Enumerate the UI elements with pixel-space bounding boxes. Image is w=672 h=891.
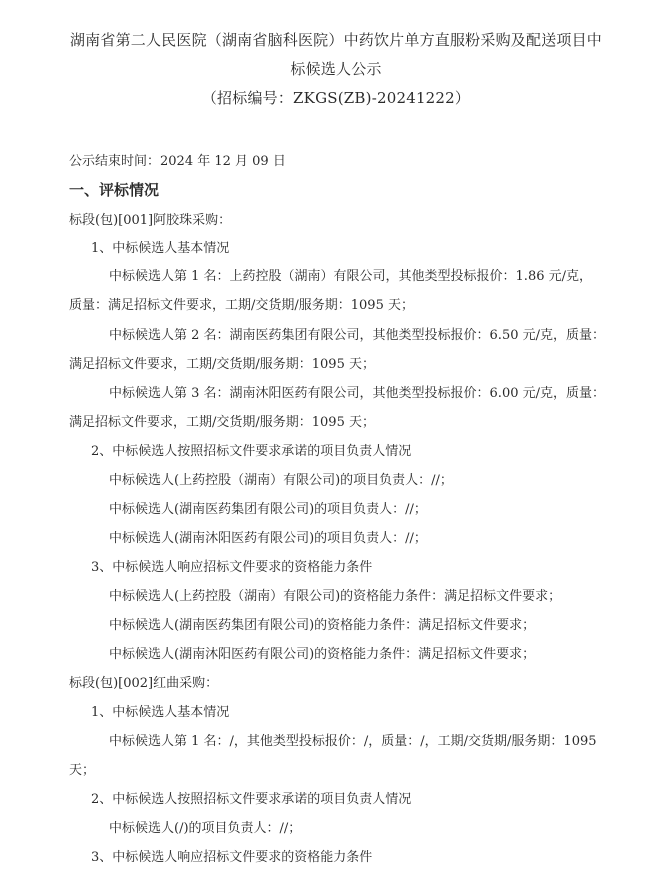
lot1-manager-item: 中标候选人(湖南沐阳医药有限公司)的项目负责人：//； [109,531,427,546]
lot1-qualification-item: 中标候选人(上药控股（湖南）有限公司)的资格能力条件：满足招标文件要求； [109,589,562,604]
tender-code: （招标编号：ZKGS(ZB)-20241222） [201,89,471,107]
lot1-qualification-item: 中标候选人(湖南沐阳医药有限公司)的资格能力条件：满足招标文件要求； [109,647,536,662]
lot1-manager-item: 中标候选人(上药控股（湖南）有限公司)的项目负责人：//； [109,473,453,488]
lot2-candidate1-line2: 天； [69,763,96,778]
lot1-candidate2-line1: 中标候选人第 2 名：湖南医药集团有限公司，其他类型投标报价：6.50 元/克，质量： [109,328,605,343]
title-line-2: 标候选人公示 [290,60,382,78]
end-date: 公示结束时间：2024 年 12 月 09 日 [69,154,286,169]
lot2-basic-heading: 1、中标候选人基本情况 [91,705,230,720]
lot2-manager-item: 中标候选人(/)的项目负责人：//； [109,821,302,836]
lot1-basic-heading: 1、中标候选人基本情况 [91,241,230,256]
lot1-qualification-item: 中标候选人(湖南医药集团有限公司)的资格能力条件：满足招标文件要求； [109,618,536,633]
lot2-manager-heading: 2、中标候选人按照招标文件要求承诺的项目负责人情况 [91,792,412,807]
lot2-qualification-heading: 3、中标候选人响应招标文件要求的资格能力条件 [91,850,373,865]
lot1-candidate3-line2: 满足招标文件要求，工期/交货期/服务期：1095 天； [69,415,375,430]
lot2-candidate1-line1: 中标候选人第 1 名：/，其他类型投标报价：/，质量：/，工期/交货期/服务期：1095 [109,734,597,749]
lot1-candidate1-line2: 质量：满足招标文件要求，工期/交货期/服务期：1095 天； [69,298,414,313]
lot1-title: 标段(包)[001]阿胶珠采购： [69,213,232,228]
lot1-candidate3-line1: 中标候选人第 3 名：湖南沐阳医药有限公司，其他类型投标报价：6.00 元/克，质量： [109,386,605,401]
title-line-1: 湖南省第二人民医院（湖南省脑科医院）中药饮片单方直服粉采购及配送项目中 [69,31,602,49]
section-heading: 一、评标情况 [69,181,160,199]
lot2-title: 标段(包)[002]红曲采购： [69,676,219,691]
lot1-candidate2-line2: 满足招标文件要求，工期/交货期/服务期：1095 天； [69,357,375,372]
lot1-qualification-heading: 3、中标候选人响应招标文件要求的资格能力条件 [91,560,373,575]
lot1-candidate1-line1: 中标候选人第 1 名：上药控股（湖南）有限公司，其他类型投标报价：1.86 元/克， [109,269,592,284]
lot1-manager-heading: 2、中标候选人按照招标文件要求承诺的项目负责人情况 [91,444,412,459]
lot1-manager-item: 中标候选人(湖南医药集团有限公司)的项目负责人：//； [109,502,427,517]
